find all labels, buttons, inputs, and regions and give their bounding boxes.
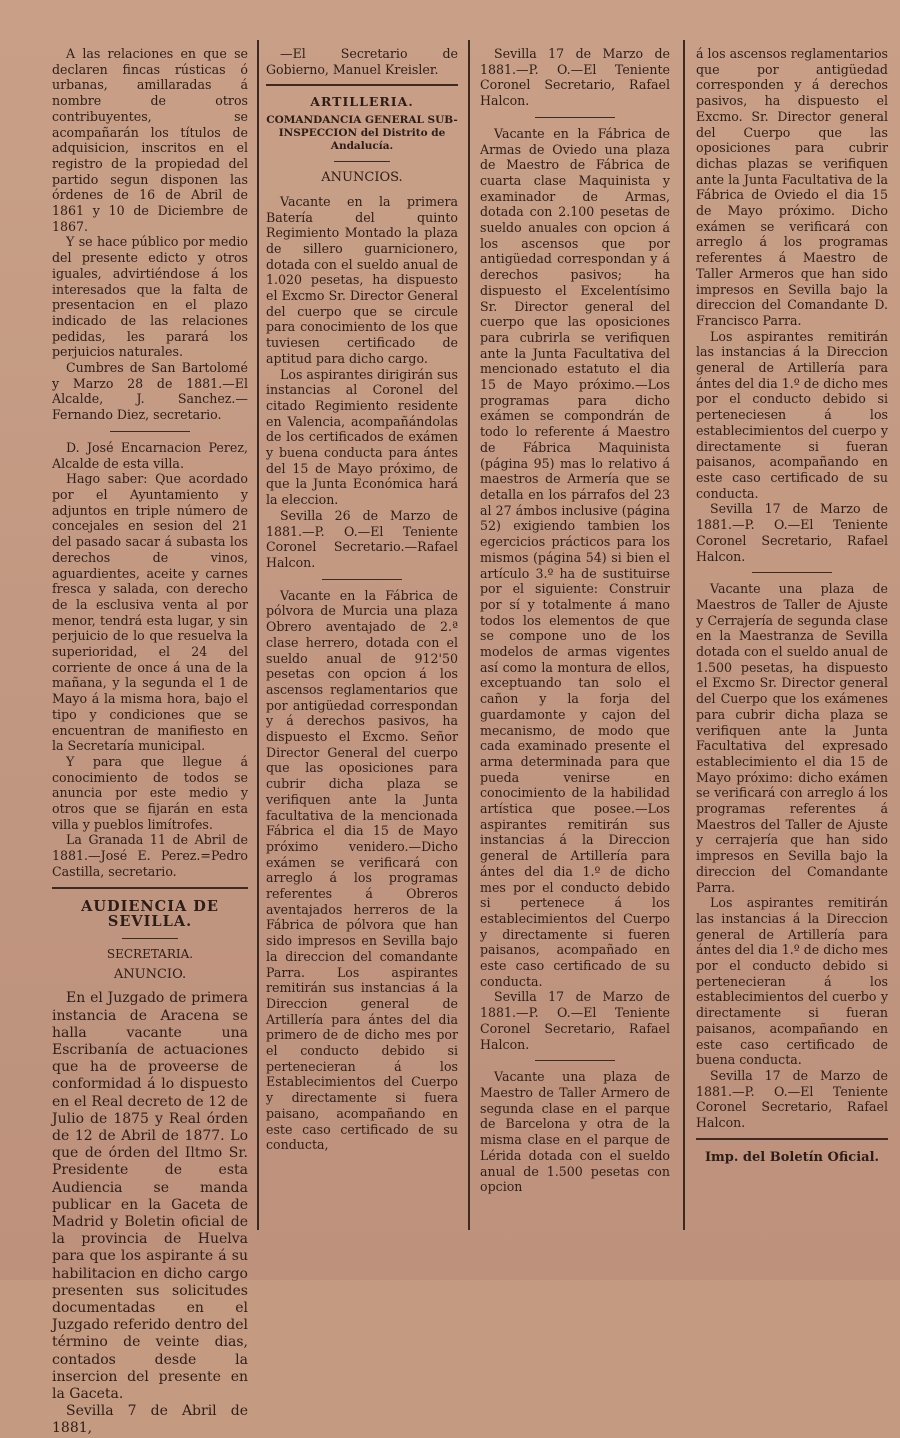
section-rule	[266, 84, 458, 86]
signature: Sevilla 17 de Marzo de 1881.—P. O.—El Teniente Coronel Secretario, Rafael Halcon.	[696, 1068, 888, 1131]
signature: Sevilla 17 de Marzo de 1881.—P. O.—El Teniente Coronel Secretario, Rafael Halcon.	[480, 46, 670, 109]
column-4	[696, 46, 888, 1166]
paragraph: En el Juzgado de primera instancia de Aracena se halla vacante una Escribanía de actuaciones que ha de proveerse de conformidad á lo dispuesto en el Real decreto de 12 de Julio de 1875 y Real órden de 12 de Abril de 1877. Lo que de órden del Iltmo Sr. Presidente de esta Audiencia se manda publicar en la Gaceta de Madrid y Boletin oficial de la provincia de Huelva para que los aspirante á su habilitacion en dicho cargo presenten sus solicitudes documentadas en el Juzgado referido dentro del término de veinte dias, contados desde la insercion del presente en la Gaceta.	[52, 990, 248, 1403]
paragraph: A las relaciones en que se declaren fincas rústicas ó urbanas, amillaradas á nombre de otros contribuyentes, se acompañarán los títulos de adquisicion, inscritos en el registro de la propiedad del partido segun disponen las órdenes de 16 de Abril de 1861 y 10 de Diciembre de 1867.	[52, 46, 248, 234]
paragraph: Y se hace público por medio del presente edicto y otros iguales, advirtiéndose á los interesados que la falta de presentacion en el plazo indicado de las relaciones pedidas, les parará los perjuicios naturales.	[52, 234, 248, 360]
imprint: Imp. del Boletín Oficial.	[704, 1149, 880, 1165]
separator	[122, 938, 178, 939]
paragraph: Y para que llegue á conocimiento de todos se anuncia por este medio y otros que se fijarán en esta villa y pueblos limítrofes.	[52, 753, 248, 832]
signature: Sevilla 26 de Marzo de 1881.—P. O.—El Teniente Coronel Secretario.—Rafael Halcon.	[266, 507, 458, 570]
separator	[535, 117, 615, 118]
separator	[322, 579, 402, 580]
paragraph: Los aspirantes remitirán las instancias á la Direccion general de Artillería para ántes del dia 1.º de dicho mes por el conducto debido si perteneciesen á los establecimientos del cuerpo y directamente si fueran paisanos, acompañando en este caso certificado de su conducta.	[696, 328, 888, 501]
paragraph: Vacante una plaza de Maestros de Taller de Ajuste y Cerrajería de segunda clase en la Maestranza de Sevilla dotada con el sueldo anual de 1.500 pesetas, ha dispuesto el Excmo Sr. Director general del Cuerpo que los exámenes para cubrir dicha plaza se verifiquen ante la Junta Facultativa del expresado establecimiento el dia 15 de Mayo próximo: dicho exámen se verificará con arreglo á los programas referentes á Maestros del Taller de Ajuste y cerrajería que han sido impresos en Sevilla bajo la direccion del Comandante Parra.	[696, 581, 888, 895]
subheading: SECRETARIA.	[106, 946, 194, 961]
column-rule	[257, 40, 259, 1230]
signature: Cumbres de San Bartolomé y Marzo 28 de 1881.—El Alcalde, J. Sanchez.—Fernando Diez, secretario.	[52, 360, 248, 423]
paragraph: Vacante en la primera Batería del quinto Regimiento Montado la plaza de sillero guarnicionero, dotada con el sueldo anual de 1.020 pesetas, ha dispuesto el Excmo Sr. Director General del cuerpo que se circule para conocimiento de los que tuviesen certificado de aptitud para dicho cargo.	[266, 193, 458, 366]
column-3	[480, 46, 670, 1195]
subheading: COMANDANCIA GENERAL SUB-INSPECCION del Distrito de Andalucía.	[266, 114, 458, 153]
column-rule	[468, 40, 470, 1230]
column-rule	[683, 40, 685, 1230]
paragraph: Los aspirantes dirigirán sus instancias al Coronel del citado Regimiento residente en Valencia, acompañándolas de los certificados de exámen y buena conducta para ántes del 15 de Mayo próximo, de que la Junta Económica hará la eleccion.	[266, 366, 458, 508]
signature: Sevilla 7 de Abril de 1881,	[52, 1403, 248, 1437]
paragraph: Vacante en la Fábrica de Armas de Oviedo una plaza de Maestro de Fábrica de cuarta clase Maquinista y examinador de Armas, dotada con 2.100 pesetas de sueldo anuales con opcion á los ascensos que por antigüedad correspondan y á derechos pasivos; ha dispuesto el Excelentísimo Sr. Director general del cuerpo que las oposiciones para cubrirla se verifiquen ante la Junta Facultativa del mencionado estatuto el dia 15 de Mayo próximo.—Los programas para dicho exámen se compondrán de todo lo referente á Maestro de Fábrica Maquinista (página 95) mas lo relativo á maestros de Armería que se detalla en los párrafos del 23 al 27 ámbos inclusive (página 52) exigiendo tambien los egercicios prácticos para los mismos (página 54) si bien el artículo 3.º ha de sustituirse por el siguiente: Construir por sí y totalmente á mano todos los elementos de que se compone uno de los modelos de armas vigentes así como la montura de ellos, exceptuando tan solo el cañon y la forja del guardamonte y cajon del mecanismo, de modo que cada examinado presente el arma determinada para que pueda venirse en conocimiento de la habilidad artística que posee.—Los aspirantes remitirán sus instancias á la Direccion general de Artillería para ántes del dia 1.º de dicho mes por el conducto debido si pertenece á los establecimientos del Cuerpo y directamente si fueren paisanos, acompañado en este caso certificado de su conducta.	[480, 125, 670, 989]
separator	[752, 572, 832, 573]
section-rule	[52, 887, 248, 889]
paragraph: Hago saber: Que acordado por el Ayuntamiento y adjuntos en triple número de concejales en sesion del 21 del pasado sacar á subasta los derechos de vinos, aguardientes, aceite y carnes fresca y salada, con derecho de la esclusiva venta al por menor, tendrá esta lugar, y sin perjuicio de lo que resuelva la superioridad, el 24 del corriente de once á una de la mañana, y la segunda el 1 de Mayo á la misma hora, bajo el tipo y condiciones que se encuentran de manifiesto en la Secretaría municipal.	[52, 471, 248, 754]
signature: —El Secretario de Gobierno, Manuel Kreisler.	[266, 46, 458, 77]
paragraph: Vacante en la Fábrica de pólvora de Murcia una plaza Obrero aventajado de 2.ª clase herrero, dotada con el sueldo anual de 912'50 pesetas con opcion á los ascensos reglamentarios que por antigüedad correspondan y á derechos pasivos, ha dispuesto el Excmo. Señor Director General del cuerpo que las oposiciones para cubrir dicha plaza se verifiquen ante la Junta facultativa de la mencionada Fábrica el dia 15 de Mayo próximo venidero.—Dicho exámen se verificará con arreglo á los programas referentes á Obreros aventajados herreros de la Fábrica de pólvora que han sido impresos en Sevilla bajo la direccion del comandante Parra. Los aspirantes remitirán sus instancias á la Direccion general de Artillería para ántes del dia primero de de dicho mes por el conducto debido si pertenecieran á los Establecimientos del Cuerpo y directamente si fuera paisano, acompañando en este caso certificado de su conducta,	[266, 587, 458, 1153]
paragraph: Los aspirantes remitirán las instancias á la Direccion general de Artillería para ántes del dia 1.º de dicho mes por el conducto debido si pertenecieran á los establecimientos del cuerbo y directamente si fueran paisanos, acompañando en este caso certificado de buena conducta.	[696, 895, 888, 1068]
paragraph: á los ascensos reglamentarios que por antigüedad corresponden y á derechos pasivos, ha dispuesto el Excmo. Sr. Director general del Cuerpo que las oposiciones para cubrir dichas plazas se verifiquen ante la Junta Facultativa de la Fábrica de Oviedo el dia 15 de Mayo próximo. Dicho exámen se verificará con arreglo á los programas referentes á Maestro de Taller Armeros que han sido impresos en Sevilla bajo la direccion del Comandante D. Francisco Parra.	[696, 46, 888, 328]
section-rule	[696, 1138, 888, 1140]
signature: Sevilla 17 de Marzo de 1881.—P. O.—El Teniente Coronel Secretario, Rafael Halcon.	[480, 989, 670, 1052]
section-heading: ARTILLERIA.	[310, 94, 414, 110]
signature: Sevilla 17 de Marzo de 1881.—P. O.—El Teniente Coronel Secretario, Rafael Halcon.	[696, 501, 888, 564]
column-1	[52, 46, 248, 1438]
paragraph: Vacante una plaza de Maestro de Taller Armero de segunda clase en el parque de Barcelona y otra de la misma clase en el parque de Lérida dotada con el sueldo anual de 1.500 pesetas con opcion	[480, 1069, 670, 1195]
subheading: ANUNCIOS.	[321, 170, 403, 186]
subheading: ANUNCIO.	[113, 966, 187, 982]
separator	[110, 431, 190, 432]
section-heading: AUDIENCIA DE SEVILLA.	[81, 897, 219, 931]
separator	[334, 161, 390, 162]
paragraph: D. José Encarnacion Perez, Alcalde de esta villa.	[52, 439, 248, 471]
column-2	[266, 46, 458, 1153]
signature: La Granada 11 de Abril de 1881.—José E. Perez.=Pedro Castilla, secretario.	[52, 832, 248, 879]
separator	[535, 1060, 615, 1061]
